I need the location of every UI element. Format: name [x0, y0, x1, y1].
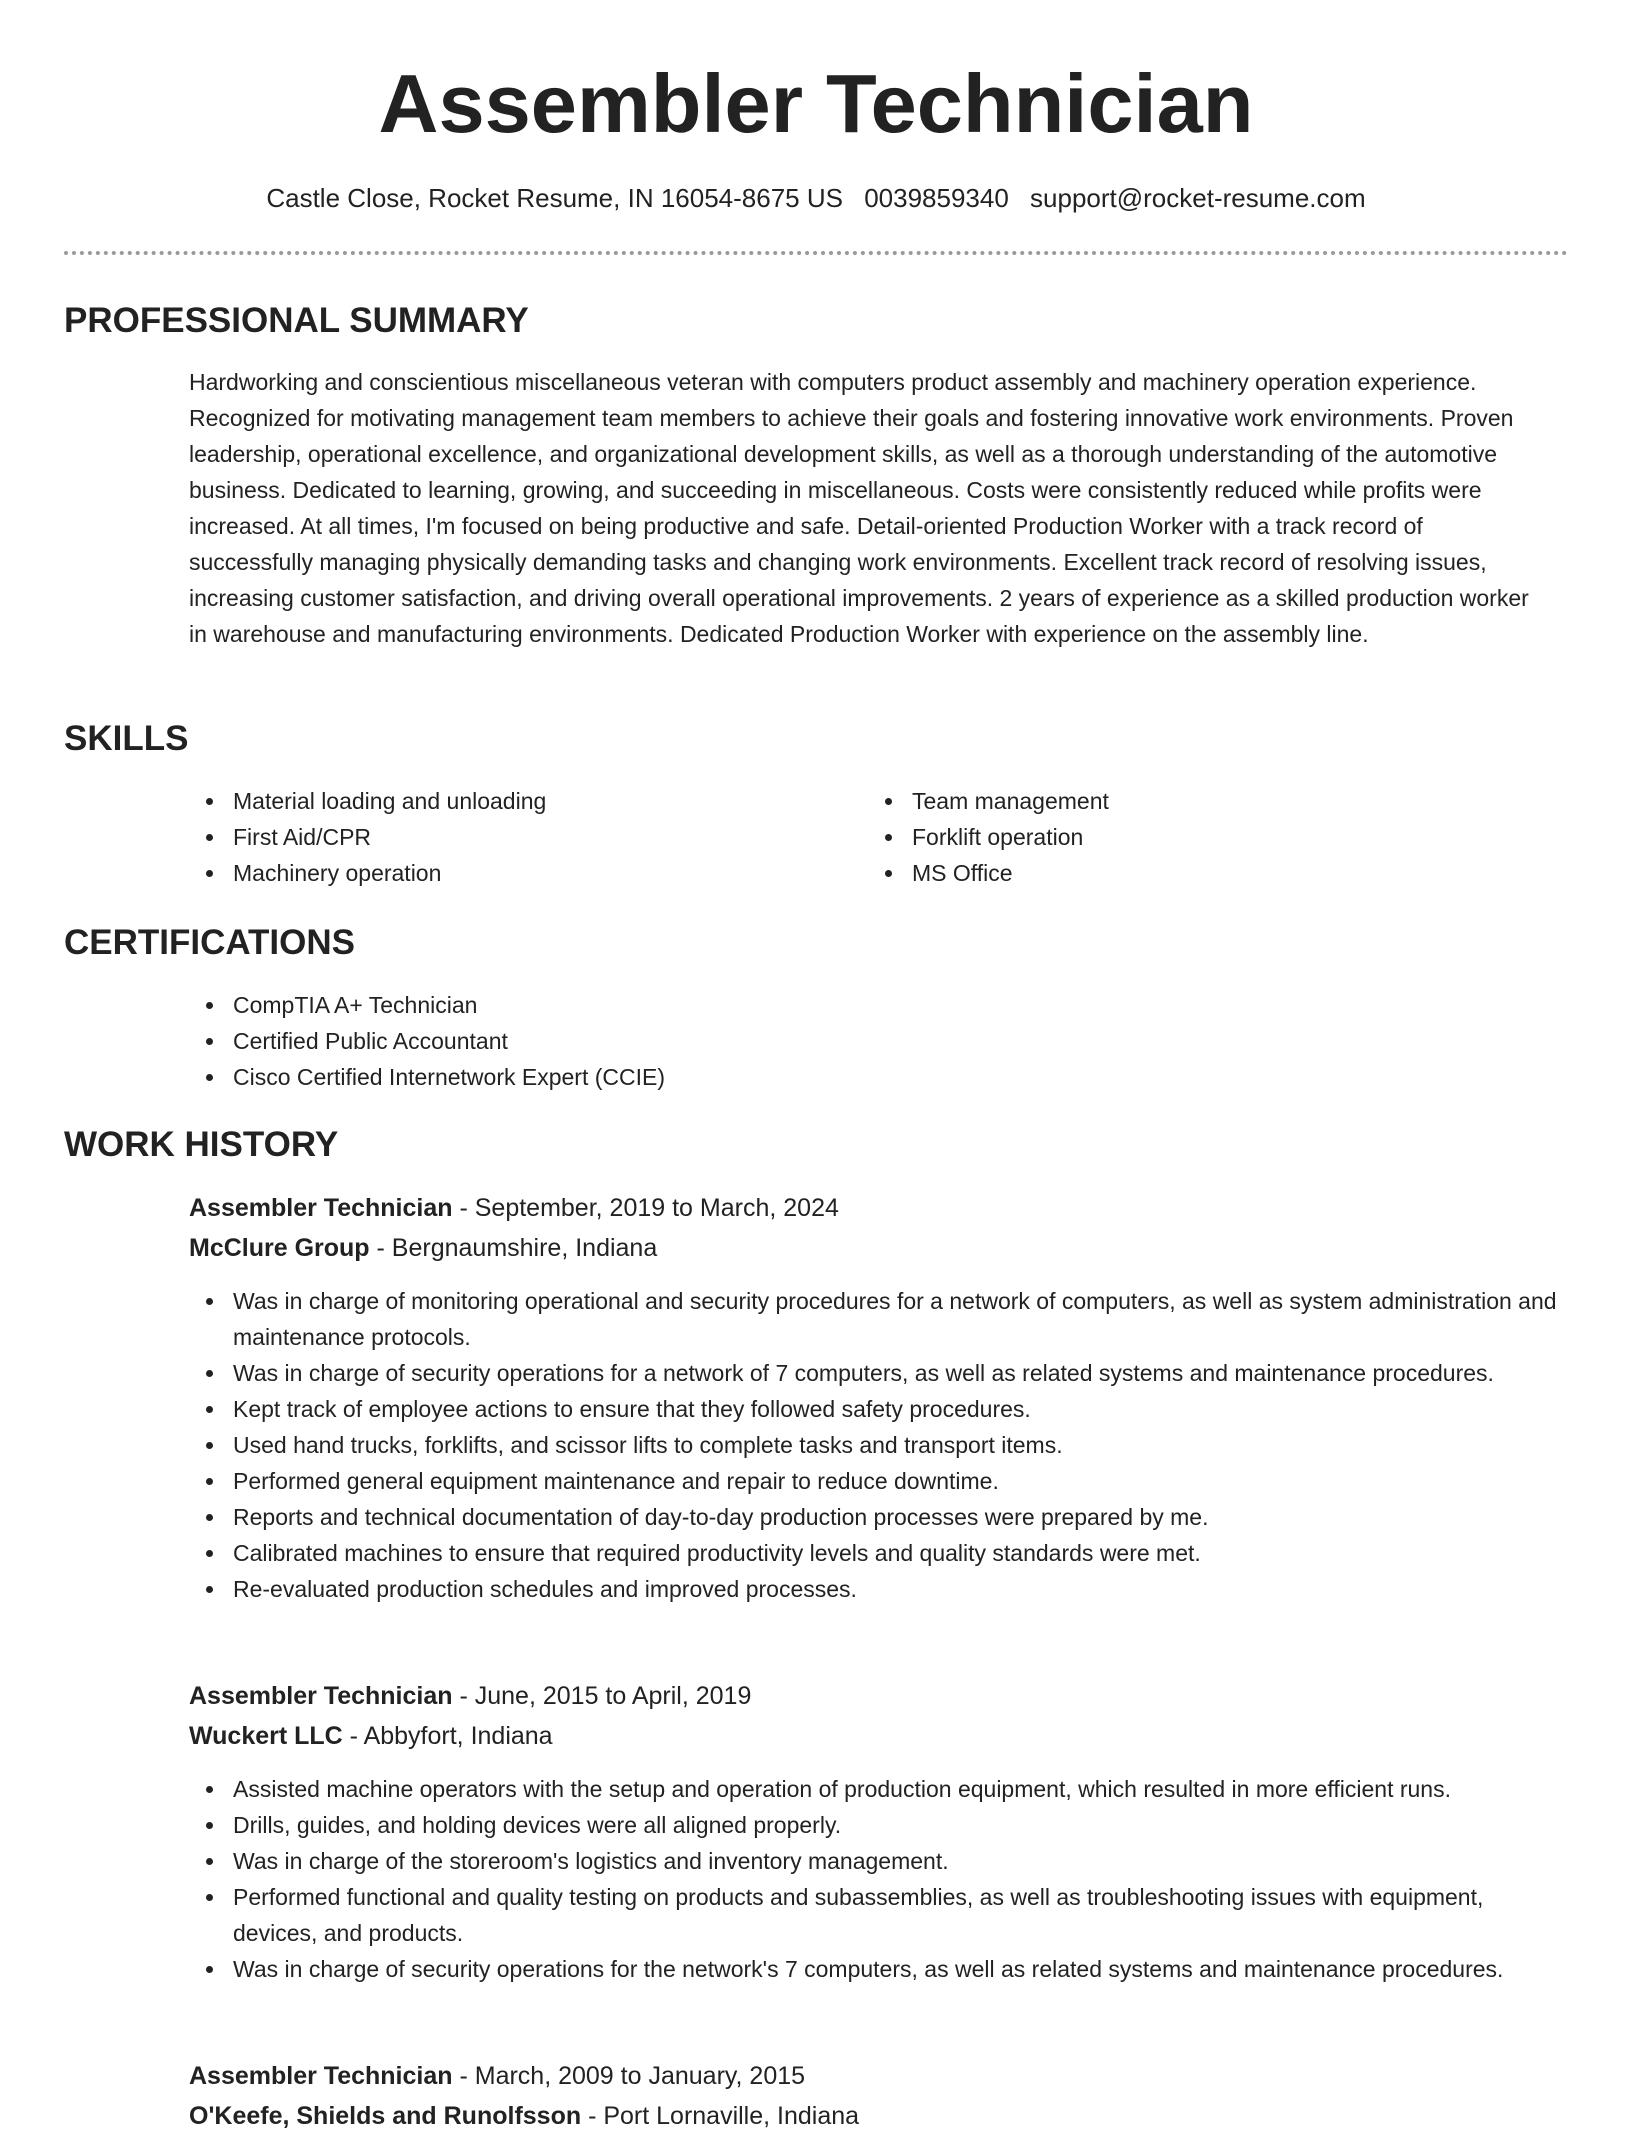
certification-item: Certified Public Accountant: [189, 1023, 1549, 1059]
job-dates: - March, 2009 to January, 2015: [452, 2062, 806, 2090]
skill-item: Machinery operation: [189, 855, 829, 891]
certification-item: Cisco Certified Internetwork Expert (CCIE): [189, 1059, 1549, 1095]
job-location: - Bergnaumshire, Indiana: [369, 1234, 658, 1262]
skills-heading: SKILLS: [64, 719, 189, 758]
job-duty-item: Calibrated machines to ensure that required productivity levels and quality standards were met.: [189, 1535, 1569, 1571]
job-company-line: [189, 2098, 859, 2134]
skills-list-right: [868, 783, 1508, 891]
certifications-heading: CERTIFICATIONS: [64, 923, 356, 962]
header-divider: [64, 251, 1568, 255]
summary-text: Hardworking and conscientious miscellaneous veteran with computers product assembly and machinery operation experience. Recognized for motivating management team members to achieve their goals and fostering innovative work environments. Proven leadership, operational excellence, and organizational development skills, as well as a thorough understanding of the automotive business. Dedicated to learning, growing, and succeeding in miscellaneous. Costs were consistently reduced while profits were increased. At all times, I'm focused on being productive and safe. Detail-oriented Production Worker with a track record of successfully managing physically demanding tasks and changing work environments. Excellent track record of resolving issues, increasing customer satisfaction, and driving overall operational improvements. 2 years of experience as a skilled production worker in warehouse and manufacturing environments. Dedicated Production Worker with experience on the assembly line.: [189, 369, 1529, 647]
job-company-line: [189, 1718, 553, 1754]
job-duty-item: Was in charge of the storeroom's logistics and inventory management.: [189, 1843, 1569, 1879]
job-location: - Abbyfort, Indiana: [342, 1722, 553, 1750]
job-duty-item: Was in charge of monitoring operational and security procedures for a network of computers, as well as system administration and maintenance protocols.: [189, 1283, 1569, 1355]
job-duties-list: [189, 1283, 1569, 1607]
job-dates: - September, 2019 to March, 2024: [452, 1194, 839, 1222]
work-history-heading: WORK HISTORY: [64, 1125, 339, 1164]
job-title-line: [189, 1190, 839, 1226]
job-duty-item: Was in charge of security operations for a network of 7 computers, as well as related systems and maintenance procedures.: [189, 1355, 1569, 1391]
skill-item: Material loading and unloading: [189, 783, 829, 819]
job-duty-item: Reports and technical documentation of day-to-day production processes were prepared by me.: [189, 1499, 1569, 1535]
job-duty-item: Was in charge of security operations for the network's 7 computers, as well as related systems and maintenance procedures.: [189, 1951, 1569, 1987]
job-title-line: [189, 2058, 805, 2094]
skill-item: Team management: [868, 783, 1508, 819]
job-duties-list: [189, 1771, 1569, 1987]
job-duty-item: Kept track of employee actions to ensure that they followed safety procedures.: [189, 1391, 1569, 1427]
job-duty-item: Re-evaluated production schedules and improved processes.: [189, 1571, 1569, 1607]
summary-heading: PROFESSIONAL SUMMARY: [64, 301, 529, 340]
job-duty-item: Drills, guides, and holding devices were all aligned properly.: [189, 1807, 1569, 1843]
job-title: Assembler Technician: [189, 1682, 453, 1710]
contact-line: [0, 180, 1632, 216]
job-duty-item: Assisted machine operators with the setup and operation of production equipment, which resulted in more efficient runs.: [189, 1771, 1569, 1807]
job-duty-item: Performed functional and quality testing on products and subassemblies, as well as troubleshooting issues with equipment, devices, and products.: [189, 1879, 1569, 1951]
skill-item: Forklift operation: [868, 819, 1508, 855]
certification-item: CompTIA A+ Technician: [189, 987, 1549, 1023]
contact-phone: 0039859340: [864, 183, 1009, 213]
job-company: McClure Group: [189, 1234, 370, 1262]
resume-name: Assembler Technician: [378, 57, 1254, 150]
job-title: Assembler Technician: [189, 1194, 453, 1222]
skills-list-left: [189, 783, 829, 891]
skill-item: MS Office: [868, 855, 1508, 891]
certifications-list: [189, 987, 1549, 1095]
job-duty-item: Used hand trucks, forklifts, and scissor lifts to complete tasks and transport items.: [189, 1427, 1569, 1463]
job-title: Assembler Technician: [189, 2062, 453, 2090]
job-company: Wuckert LLC: [189, 1722, 343, 1750]
job-title-line: [189, 1678, 751, 1714]
job-dates: - June, 2015 to April, 2019: [452, 1682, 752, 1710]
job-location: - Port Lornaville, Indiana: [581, 2102, 860, 2130]
job-company-line: [189, 1230, 657, 1266]
job-company: O'Keefe, Shields and Runolfsson: [189, 2102, 582, 2130]
job-duty-item: Performed general equipment maintenance and repair to reduce downtime.: [189, 1463, 1569, 1499]
contact-email: support@rocket-resume.com: [1030, 183, 1366, 213]
skill-item: First Aid/CPR: [189, 819, 829, 855]
contact-address: Castle Close, Rocket Resume, IN 16054-8675 US: [266, 183, 843, 213]
